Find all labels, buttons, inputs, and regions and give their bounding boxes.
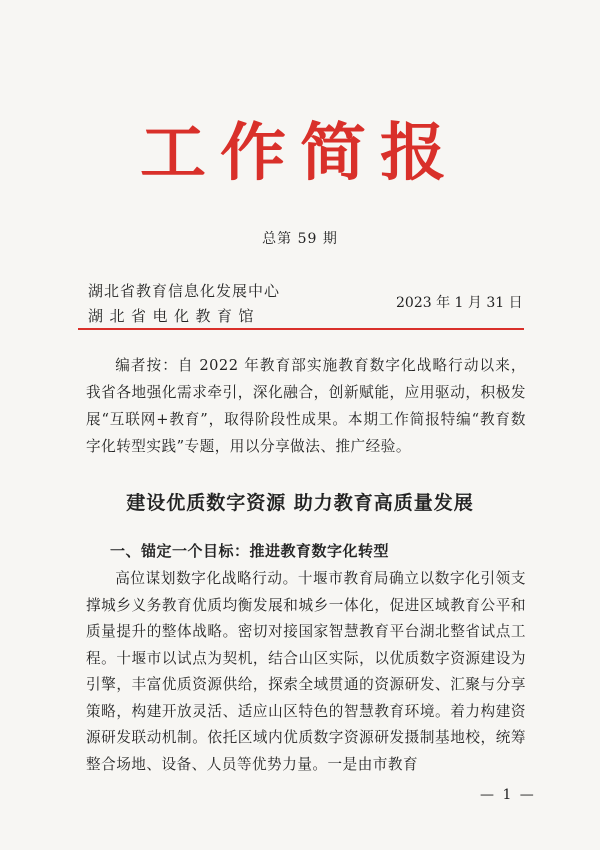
article-body: 高位谋划数字化战略行动。十堰市教育局确立以数字化引领支撑城乡义务教育优质均衡发展和城乡一体化，促进区域教育公平和质量提升的整体战略。密切对接国家智慧教育平台湖北整省试点工程。十堰市以试点为契机，结合山区实际，以优质数字资源建设为引擎，丰富优质资源供给，探索全域贯通的资源研发、汇聚与分享策略，构建开放灵活、适应山区特色的智慧教育环境。着力构建资源研发联动机制。依托区域内优质数字资源研发摄制基地校，统筹整合场地、设备、人员等优势力量。一是由市教育: [86, 570, 526, 773]
masthead-title: 工作简报: [140, 114, 460, 190]
issue-number: 总第 59 期: [262, 231, 338, 247]
red-divider: [78, 328, 524, 330]
section-heading: 一、锚定一个目标：推进教育数字化转型: [110, 542, 390, 560]
editor-note: 编者按：自 2022 年教育部实施教育数字化战略行动以来，我省各地强化需求牵引，深化融合，创新赋能，应用驱动，积极发展“互联网+教育”，取得阶段性成果。本期工作简报特编“教育数字化转型实践”专题，用以分享做法、推广经验。: [86, 357, 526, 455]
org-name-line1: 湖北省教育信息化发展中心: [88, 282, 281, 300]
article-title: 建设优质数字资源 助力教育高质量发展: [126, 492, 474, 514]
org-name-line2: 湖北省电化教育馆: [88, 307, 261, 325]
page-number: — 1 —: [480, 787, 536, 803]
issue-date: 2023 年 1 月 31 日: [396, 295, 523, 311]
